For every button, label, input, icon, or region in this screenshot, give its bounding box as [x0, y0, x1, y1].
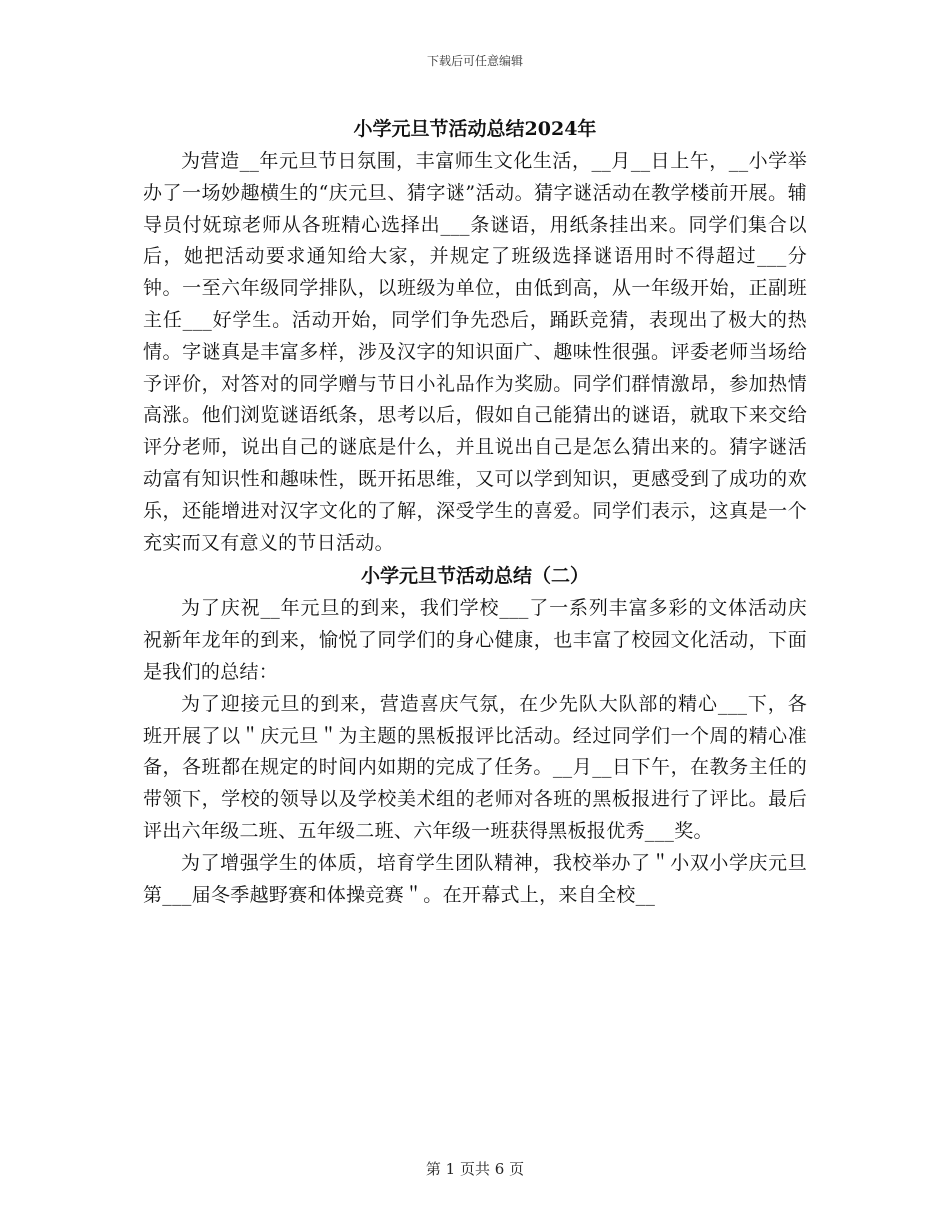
page-header: 下载后可任意编辑	[426, 54, 523, 68]
section-title-2: 小学元旦节活动总结（二）	[360, 565, 589, 588]
paragraph-3: 为了迎接元旦的到来，营造喜庆气氛，在少先队大队部的精心___下，各班开展了以＂庆元旦＂为主题的黑板报评比活动。经过同学们一个周的精心准备，各班都在规定的时间内如期的完成了任务。__月__日下午，在教务主任的带领下，学校的领导以及学校美术组的老师对各班的黑板报进行了评比。最后评出六年级二班、五年级二班、六年级一班获得黑板报优秀___奖。	[143, 692, 807, 842]
paragraph-2: 为了庆祝__年元旦的到来，我们学校___了一系列丰富多彩的文体活动庆祝新年龙年的到来，愉悦了同学们的身心健康，也丰富了校园文化活动，下面是我们的总结：	[143, 597, 807, 683]
document-title: 小学元旦节活动总结2024年	[353, 118, 597, 140]
document-body	[143, 112, 807, 911]
paragraph-1: 为营造__年元旦节日氛围，丰富师生文化生活，__月__日上午，__小学举办了一场妙趣横生的“庆元旦、猜字谜”活动。猜字谜活动在教学楼前开展。辅导员付妩琼老师从各班精心选择出___条谜语，用纸条挂出来。同学们集合以后，她把活动要求通知给大家，并规定了班级选择谜语用时不得超过___分钟。一至六年级同学排队，以班级为单位，由低到高，从一年级开始，正副班主任___好学生。活动开始，同学们争先恐后，踊跃竞猜，表现出了极大的热情。字谜真是丰富多样，涉及汉字的知识面广、趣味性很强。评委老师当场给予评价，对答对的同学赠与节日小礼品作为奖励。同学们群情激昂，参加热情高涨。他们浏览谜语纸条，思考以后，假如自己能猜出的谜语，就取下来交给评分老师，说出自己的谜底是什么，并且说出自己是怎么猜出来的。猜字谜活动富有知识性和趣味性，既开拓思维，又可以学到知识，更感受到了成功的欢乐，还能增进对汉字文化的了解，深受学生的喜爱。同学们表示，这真是一个充实而又有意义的节日活动。	[143, 150, 807, 554]
page-number: 第 1 页共 6 页	[425, 1160, 525, 1178]
paragraph-4: 为了增强学生的体质，培育学生团队精神，我校举办了＂小双小学庆元旦第___届冬季越野赛和体操竞赛＂。在开幕式上，来自全校__	[143, 851, 807, 906]
